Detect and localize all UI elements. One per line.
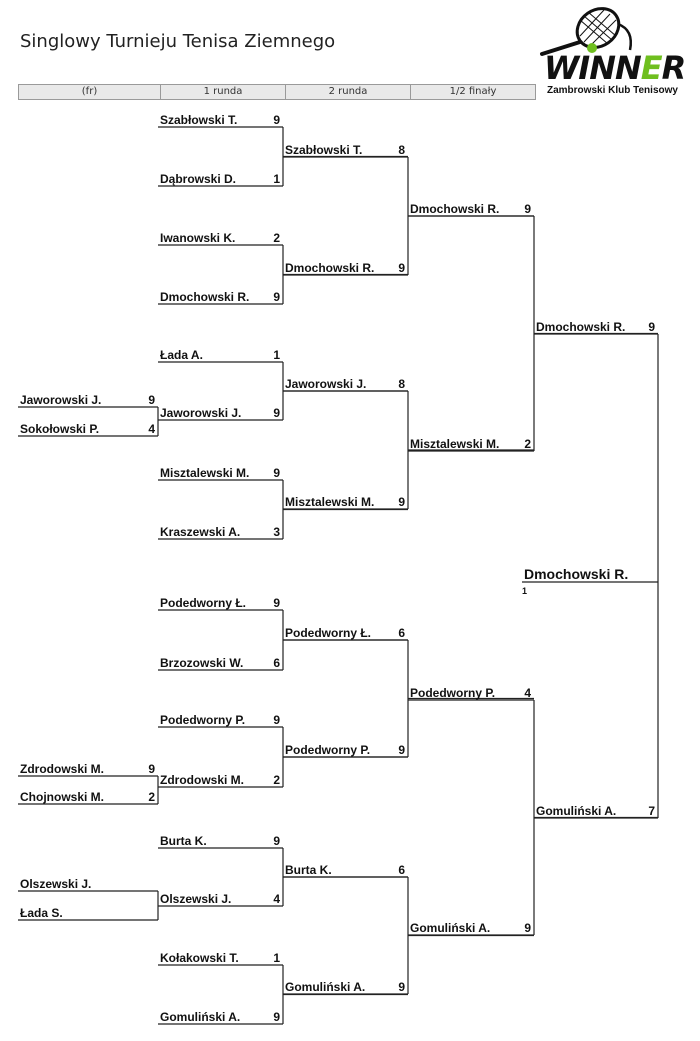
player-name: Olszewski J. bbox=[160, 892, 232, 906]
champion-name: Dmochowski R. bbox=[524, 566, 629, 582]
page-title: Singlowy Turnieju Tenisa Ziemnego bbox=[20, 31, 336, 52]
player-name: Dmochowski R. bbox=[285, 261, 375, 275]
player-score: 2 bbox=[273, 231, 280, 245]
champion-score: 1 bbox=[522, 586, 528, 596]
player-name: Gomuliński A. bbox=[285, 980, 366, 994]
player-score: 9 bbox=[398, 261, 405, 275]
player-score: 9 bbox=[524, 921, 531, 935]
player-name: Jaworowski J. bbox=[285, 377, 367, 391]
player-score: 1 bbox=[273, 172, 280, 186]
player-score: 2 bbox=[148, 790, 155, 804]
round-header-r1: 1 runda bbox=[161, 85, 286, 99]
player-score: 7 bbox=[648, 804, 655, 818]
round-header-r2: 2 runda bbox=[286, 85, 411, 99]
player-score: 6 bbox=[398, 863, 405, 877]
player-name: Olszewski J. bbox=[20, 877, 92, 891]
player-score: 9 bbox=[273, 834, 280, 848]
player-name: Misztalewski M. bbox=[160, 466, 250, 480]
player-score: 4 bbox=[273, 892, 280, 906]
logo-wordmark: WINNER bbox=[544, 49, 686, 87]
player-name: Gomuliński A. bbox=[410, 921, 491, 935]
player-score: 9 bbox=[273, 290, 280, 304]
player-score: 1 bbox=[273, 348, 280, 362]
player-name: Dmochowski R. bbox=[410, 202, 500, 216]
player-score: 3 bbox=[273, 525, 280, 539]
player-name: Misztalewski M. bbox=[285, 495, 375, 509]
logo-tagline: Zambrowski Klub Tenisowy bbox=[547, 85, 678, 96]
player-score: 8 bbox=[398, 377, 405, 391]
player-name: Dmochowski R. bbox=[160, 290, 250, 304]
player-name: Gomuliński A. bbox=[536, 804, 617, 818]
round-header-sf: 1/2 finały bbox=[449, 86, 497, 97]
player-score: 9 bbox=[648, 320, 655, 334]
player-name: Zdrodowski M. bbox=[160, 773, 244, 787]
player-score: 9 bbox=[273, 113, 280, 127]
player-name: Jaworowski J. bbox=[160, 406, 242, 420]
player-name: Misztalewski M. bbox=[410, 437, 500, 451]
player-name: Jaworowski J. bbox=[20, 393, 102, 407]
player-name: Sokołowski P. bbox=[20, 422, 100, 436]
player-name: Podedworny Ł. bbox=[285, 626, 372, 640]
player-name: Podedworny P. bbox=[410, 686, 496, 700]
player-name: Burta K. bbox=[160, 834, 207, 848]
player-score: 2 bbox=[524, 437, 531, 451]
player-score: 9 bbox=[524, 202, 531, 216]
player-score: 9 bbox=[148, 762, 155, 776]
player-score: 2 bbox=[273, 773, 280, 787]
player-name: Szabłowski T. bbox=[160, 113, 238, 127]
player-score: 9 bbox=[148, 393, 155, 407]
player-name: Dmochowski R. bbox=[536, 320, 626, 334]
player-name: Brzozowski W. bbox=[160, 656, 244, 670]
player-name: Podedworny Ł. bbox=[160, 596, 247, 610]
player-score: 1 bbox=[273, 951, 280, 965]
player-name: Kraszewski A. bbox=[160, 525, 241, 539]
player-name: Chojnowski M. bbox=[20, 790, 104, 804]
player-score: 9 bbox=[398, 980, 405, 994]
player-score: 9 bbox=[273, 466, 280, 480]
player-name: Kołakowski T. bbox=[160, 951, 239, 965]
player-name: Gomuliński A. bbox=[160, 1010, 241, 1024]
player-score: 9 bbox=[398, 495, 405, 509]
player-score: 9 bbox=[273, 596, 280, 610]
player-name: Iwanowski K. bbox=[160, 231, 236, 245]
player-name: Łada A. bbox=[160, 348, 203, 362]
player-score: 4 bbox=[524, 686, 531, 700]
player-name: Podedworny P. bbox=[285, 743, 371, 757]
player-name: Łada S. bbox=[20, 906, 63, 920]
round-header-prelim: (fr) bbox=[19, 85, 161, 99]
player-score: 6 bbox=[273, 656, 280, 670]
player-name: Podedworny P. bbox=[160, 713, 246, 727]
player-score: 9 bbox=[273, 406, 280, 420]
player-name: Dąbrowski D. bbox=[160, 172, 237, 186]
player-score: 9 bbox=[273, 1010, 280, 1024]
player-score: 4 bbox=[148, 422, 155, 436]
player-score: 9 bbox=[273, 713, 280, 727]
player-name: Zdrodowski M. bbox=[20, 762, 104, 776]
player-name: Szabłowski T. bbox=[285, 143, 363, 157]
player-name: Burta K. bbox=[285, 863, 332, 877]
player-score: 6 bbox=[398, 626, 405, 640]
player-score: 8 bbox=[398, 143, 405, 157]
player-score: 9 bbox=[398, 743, 405, 757]
